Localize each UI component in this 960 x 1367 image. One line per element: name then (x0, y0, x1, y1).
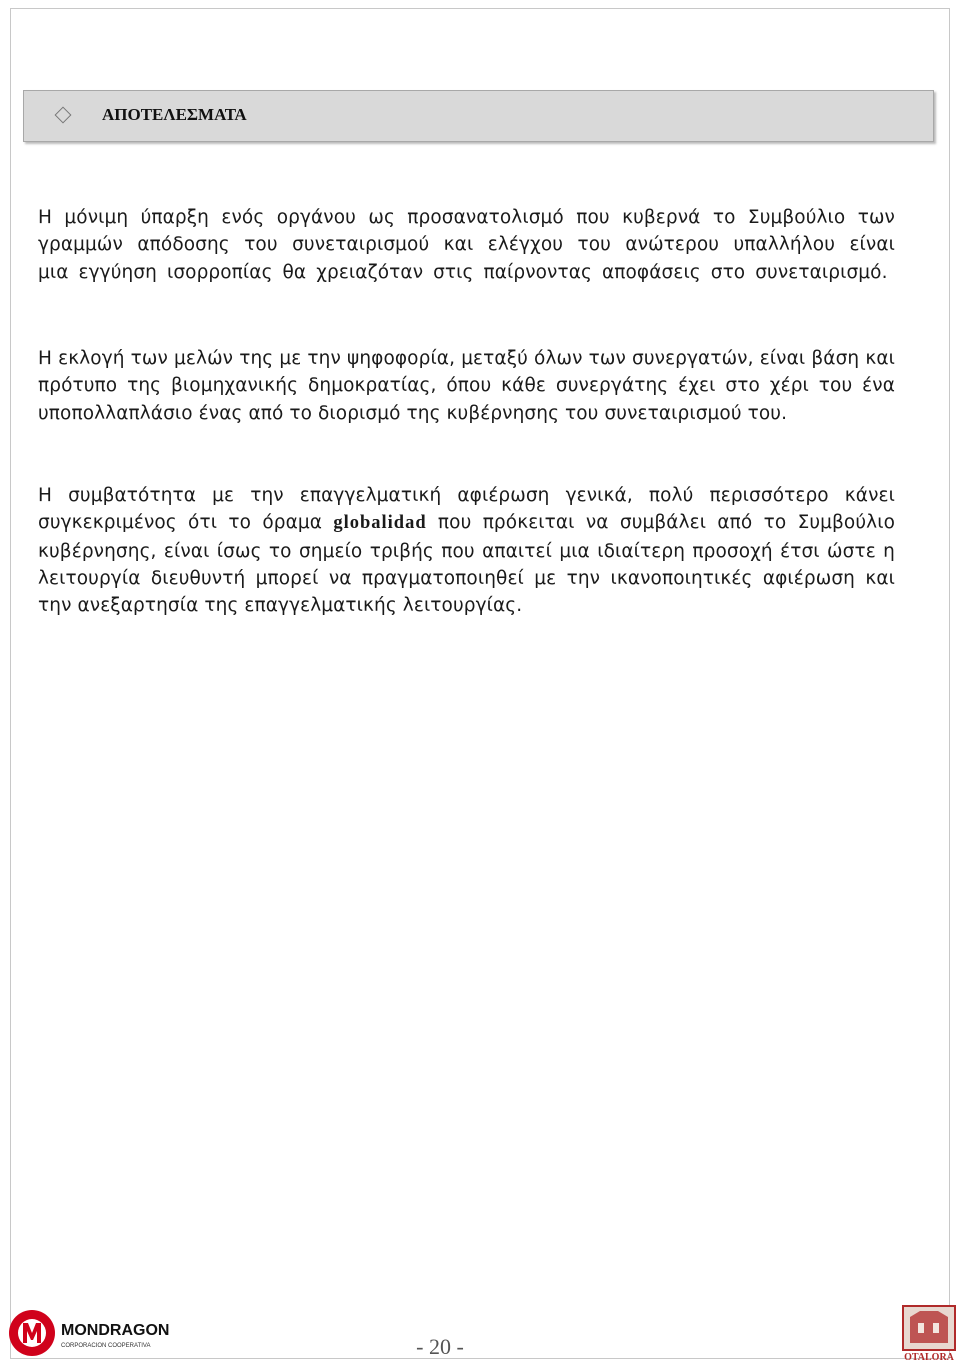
page-number: - 20 - (416, 1334, 464, 1359)
mondragon-logo (8, 1305, 170, 1361)
paragraph-1: Η μόνιμη ύπαρξη ενός οργάνου ως προσανατολισμό που κυβερνά το Συμβούλιο των γραμμών απόδοσης του συνεταιρισμού και ελέγχου του ανώτερου υπαλλήλου είναι μια εγγύηση ισορροπίας θα χρειαζόταν στις παίρνοντας αποφάσεις στο συνεταιρισμό. (38, 207, 895, 283)
paragraph-3-part-1: Η συμβατότητα με την επαγγελματική αφιέρωση γενικά, πολύ περισσότερο κάνει συγκεκριμένος ότι το όραμα (38, 485, 895, 534)
otalora-logo-wordmark: OTALORA (904, 1352, 954, 1363)
paragraph-3 (38, 482, 895, 619)
section-heading-bar (23, 90, 934, 142)
paragraph-2: Η εκλογή των μελών της με την ψηφοφορία, μεταξύ όλων των συνεργατών, είναι βάση και πρότυπο της βιομηχανικής δημοκρατίας, όπου κάθε συνεργάτης έχει στο χέρι του ένα υποπολλαπλάσιο ένας από το διορισμό της κυβέρνησης του συνεταιρισμού του. (38, 348, 895, 424)
diamond-bullet-icon (55, 107, 72, 124)
otalora-logo (900, 1303, 958, 1363)
otalora-logo-window-2 (933, 1323, 939, 1333)
mondragon-logo-wordmark: MONDRAGON (61, 1322, 170, 1339)
emphasis-word: globalidad (333, 513, 427, 534)
section-title: ΑΠΟΤΕΛΕΣΜΑΤΑ (102, 105, 247, 124)
mondragon-logo-tagline: CORPORACION COOPERATIVA (61, 1343, 151, 1349)
paragraph-3-part-2: που πρόκειται να συμβάλει από το Συμβούλιο κυβέρνησης, είναι ίσως το σημείο τριβής που απαιτεί μια ιδιαίτερη προσοχή έτσι ώστε η λειτουργία διευθυντή μπορεί να πραγματοποιηθεί με την ικανοποιητικές αφιέρωση και την ανεξαρτησία της επαγγελματικής λειτουργίας. (38, 512, 895, 617)
otalora-logo-window-1 (918, 1323, 924, 1333)
otalora-logo-building (910, 1311, 948, 1343)
